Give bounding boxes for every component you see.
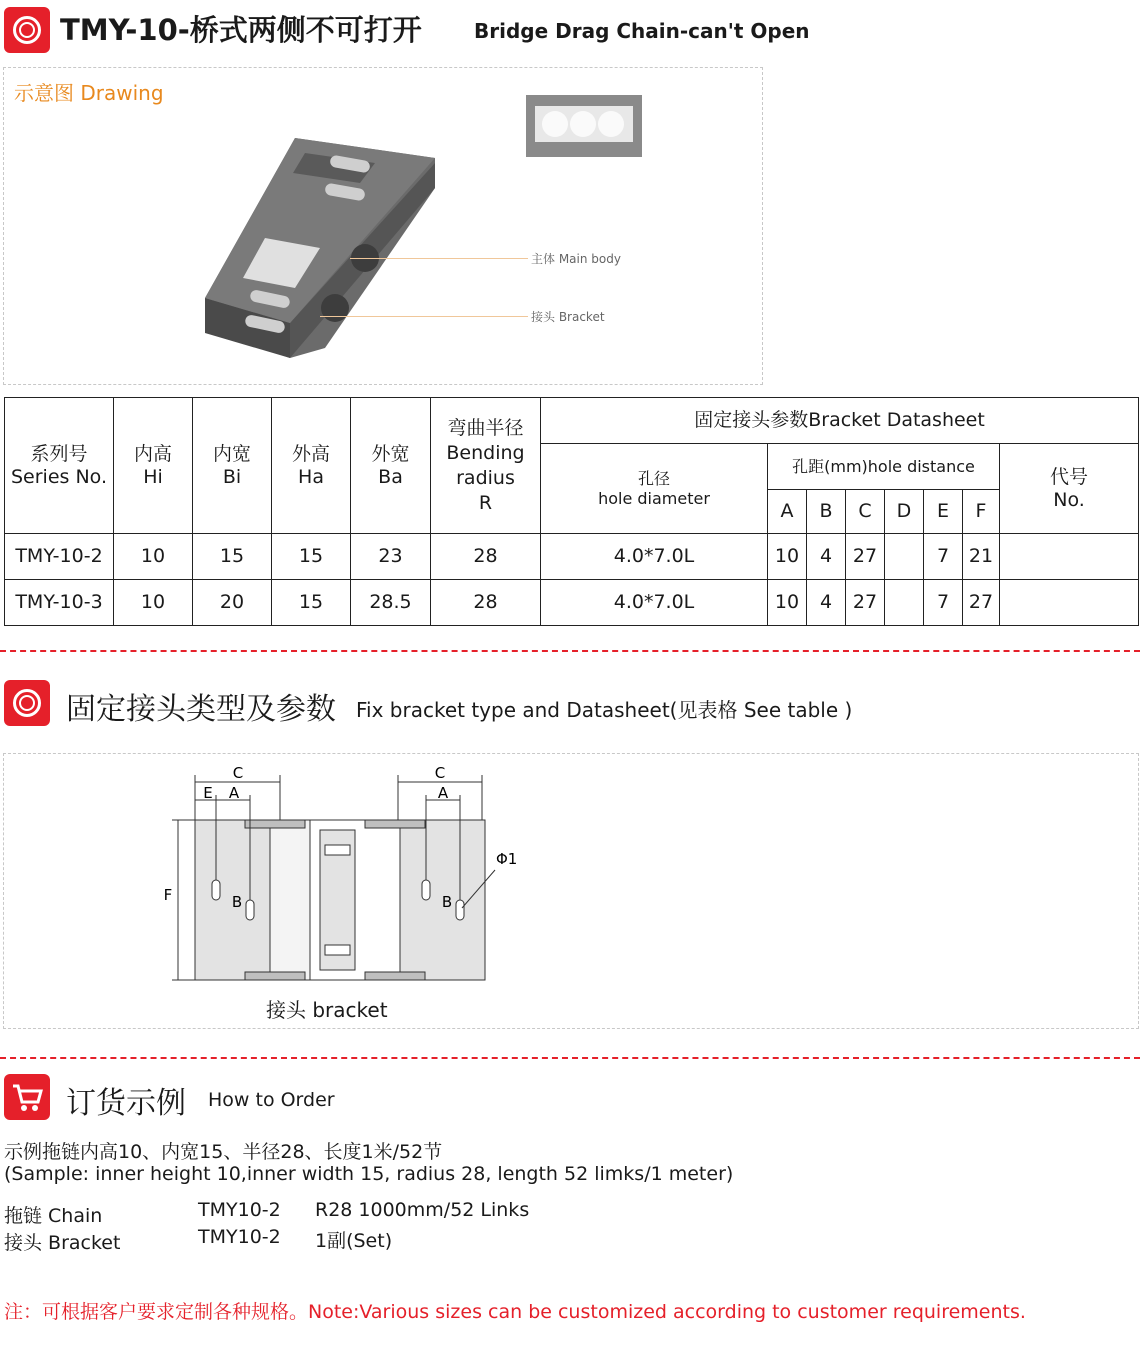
bracket-caption: 接头 bracket [266,998,388,1022]
th-a: A [768,490,807,534]
spec-table [4,397,1139,626]
bracket-order-model: TMY10-2 [198,1226,281,1248]
th-c: C [846,490,885,534]
bracket-order-spec: 1副(Set) [315,1230,393,1252]
dim-e: E [203,784,213,802]
bracket-section-title: 固定接头类型及参数 [66,692,336,727]
cell-d [885,534,924,580]
section-divider [0,1057,1140,1059]
page-subtitle: Bridge Drag Chain-can't Open [474,19,810,43]
table-row [5,580,1139,626]
th-bi: 内宽 Bi [193,398,272,534]
bracket-section-subtitle: Fix bracket type and Datasheet(见表格 See table ) [356,698,853,722]
cell-r: 28 [431,534,541,580]
cell-b: 4 [807,534,846,580]
dim-a-left: A [228,784,240,802]
cell-c: 27 [846,580,885,626]
cell-ha: 15 [272,534,351,580]
cell-no [1000,580,1139,626]
chain-illustration [195,118,455,373]
cell-a: 10 [768,534,807,580]
cell-bi: 15 [193,534,272,580]
cell-b: 4 [807,580,846,626]
cell-e: 7 [924,534,963,580]
th-hole-distance: 孔距(mm)hole distance [768,444,1000,490]
cell-r: 28 [431,580,541,626]
cell-series: TMY-10-3 [5,580,114,626]
bracket-section-icon [4,680,50,726]
note-text: 注：可根据客户要求定制各种规格。Note:Various sizes can be customized according to customer requirements. [4,1301,1026,1323]
cell-bi: 20 [193,580,272,626]
bracket-order-label: 接头 Bracket [4,1232,121,1254]
th-series: 系列号 Series No. [5,398,114,534]
dim-phi: Φ1 [496,850,518,868]
header-logo-icon [4,7,50,53]
cell-e: 7 [924,580,963,626]
dim-c-left: C [232,764,244,782]
chain-model: TMY10-2 [198,1199,281,1221]
chain-spec: R28 1000mm/52 Links [315,1199,530,1221]
section-divider [0,650,1140,652]
cell-d [885,580,924,626]
drawing-label: 示意图 Drawing [14,81,164,105]
main-body-leader [350,258,528,259]
th-ba: 外宽 Ba [351,398,431,534]
order-sample-cn: 示例拖链内高10、内宽15、半径28、长度1米/52节 [4,1141,443,1163]
dim-f: F [163,886,173,904]
cell-c: 27 [846,534,885,580]
main-body-label: 主体 Main body [531,252,621,266]
th-hole-diameter: 孔径 hole diameter [541,444,768,534]
cell-hi: 10 [114,534,193,580]
cell-series: TMY-10-2 [5,534,114,580]
cell-hole: 4.0*7.0L [541,534,768,580]
th-ha: 外高 Ha [272,398,351,534]
th-d: D [885,490,924,534]
cell-a: 10 [768,580,807,626]
cell-f: 21 [963,534,1000,580]
th-bracket: 固定接头参数Bracket Datasheet [541,398,1139,444]
order-title: 订货示例 [66,1086,186,1121]
dim-b-right: B [441,893,453,911]
cell-ba: 28.5 [351,580,431,626]
table-row [5,534,1139,580]
bracket-leader [320,316,528,317]
th-hi: 内高 Hi [114,398,193,534]
page-title: TMY-10-桥式两侧不可打开 [60,13,422,47]
cart-icon [4,1074,50,1120]
dim-c-right: C [434,764,446,782]
cell-hi: 10 [114,580,193,626]
dim-b-left: B [231,893,243,911]
th-f: F [963,490,1000,534]
cell-hole: 4.0*7.0L [541,580,768,626]
th-e: E [924,490,963,534]
th-code: 代号 No. [1000,444,1139,534]
th-b: B [807,490,846,534]
dim-a-right: A [437,784,449,802]
chain-label: 拖链 Chain [4,1205,103,1227]
bracket-label: 接头 Bracket [531,310,605,324]
order-sample-en: (Sample: inner height 10,inner width 15, radius 28, length 52 limks/1 meter) [4,1163,734,1185]
bracket-diagram [150,760,550,1022]
cell-ba: 23 [351,534,431,580]
order-subtitle: How to Order [208,1089,335,1111]
th-radius: 弯曲半径 Bending radius R [431,398,541,534]
cross-section-icon [525,94,643,158]
cell-ha: 15 [272,580,351,626]
cell-f: 27 [963,580,1000,626]
cell-no [1000,534,1139,580]
